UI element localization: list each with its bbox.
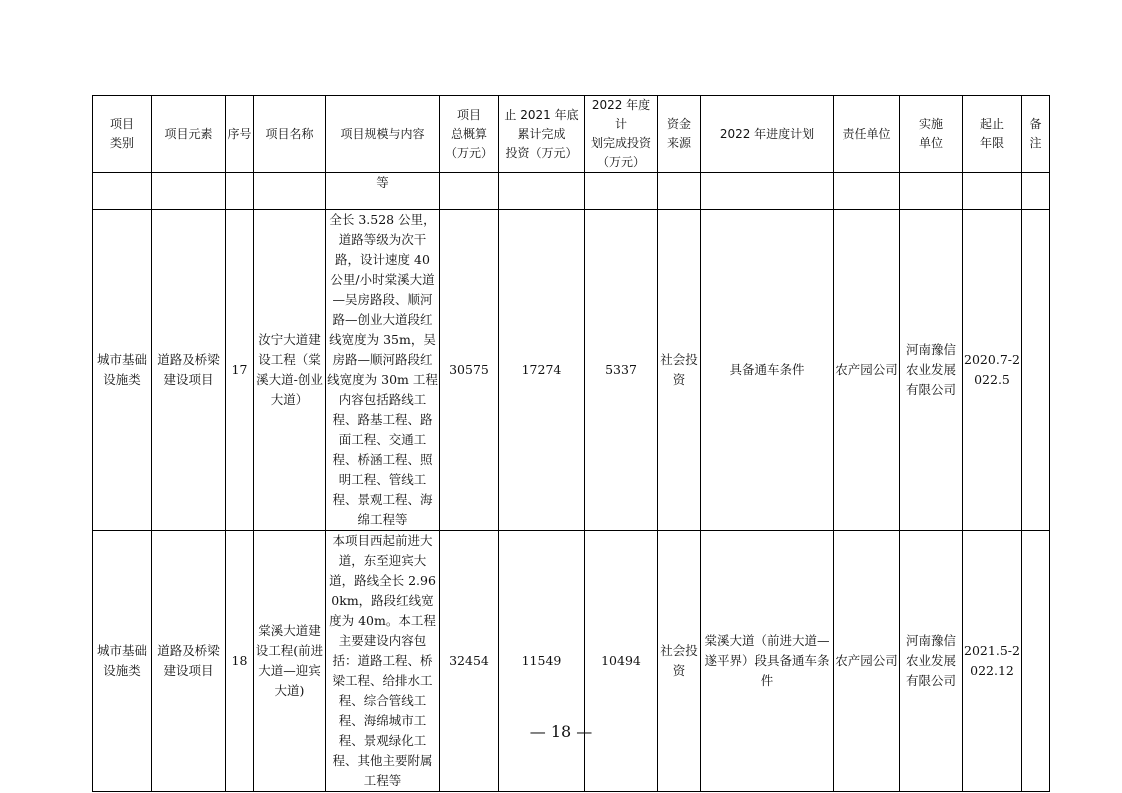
- header-progress: 2022 年进度计划: [701, 96, 834, 173]
- table-row: [93, 210, 1050, 531]
- cell-plan2022: 10494: [585, 531, 658, 792]
- header-responsible: 责任单位: [834, 96, 900, 173]
- cell-total: 30575: [440, 210, 499, 531]
- cell-name: 棠溪大道建设工程(前进大道—迎宾大道): [254, 531, 326, 792]
- cell-implementer: 河南豫信农业发展有限公司: [900, 531, 963, 792]
- header-scope: 项目规模与内容: [326, 96, 440, 173]
- cell-progress: 棠溪大道（前进大道—遂平界）段具备通车条件: [701, 531, 834, 792]
- header-fund: 资金 来源: [658, 96, 701, 173]
- cell-scope: 本项目西起前进大道，东至迎宾大道，路线全长 2.960km，路段红线宽度为 40m。本工程主要建设内容包括：道路工程、桥梁工程、给排水工程、综合管线工程、海绵城市工程、景观绿化工程、其他主要附属工程等: [326, 531, 440, 792]
- cell-fund: 社会投资: [658, 210, 701, 531]
- project-table: [92, 95, 1050, 792]
- header-total: 项目 总概算 （万元）: [440, 96, 499, 173]
- header-plan2022: 2022 年度计 划完成投资 （万元）: [585, 96, 658, 173]
- cell-category: 城市基础设施类: [93, 531, 152, 792]
- cell-responsible: 农产园公司: [834, 531, 900, 792]
- continuation-row: [93, 173, 1050, 210]
- cell-period: 2021.5-2022.12: [963, 531, 1022, 792]
- cell-total: 32454: [440, 531, 499, 792]
- cell-scope: 全长 3.528 公里，道路等级为次干路，设计速度 40 公里/小时棠溪大道—吴房路段、顺河路—创业大道段红线宽度为 35m，吴房路—顺河路段红线宽度为 30m 工程内容包括路线工程、路基工程、路面工程、交通工程、桥涵工程、照明工程、管线工程、景观工程、海绵工程等: [326, 210, 440, 531]
- header-name: 项目名称: [254, 96, 326, 173]
- header-category: 项目 类别: [93, 96, 152, 173]
- cell-element: 道路及桥梁建设项目: [152, 531, 226, 792]
- page-number: — 18 —: [529, 722, 593, 741]
- table-row: [93, 531, 1050, 792]
- cell-category: 城市基础设施类: [93, 210, 152, 531]
- header-period: 起止 年限: [963, 96, 1022, 173]
- cell-remark: [1022, 210, 1050, 531]
- header-seq: 序号: [226, 96, 254, 173]
- header-row: [93, 96, 1050, 173]
- cell-implementer: 河南豫信农业发展有限公司: [900, 210, 963, 531]
- cell-seq: 17: [226, 210, 254, 531]
- header-remark: 备 注: [1022, 96, 1050, 173]
- cell-cumulative: 11549: [499, 531, 585, 792]
- continuation-scope: 等: [326, 173, 440, 210]
- cell-seq: 18: [226, 531, 254, 792]
- header-element: 项目元素: [152, 96, 226, 173]
- header-implementer: 实施 单位: [900, 96, 963, 173]
- cell-name: 汝宁大道建设工程（棠溪大道-创业大道）: [254, 210, 326, 531]
- cell-period: 2020.7-2022.5: [963, 210, 1022, 531]
- cell-cumulative: 17274: [499, 210, 585, 531]
- header-cumulative: 止 2021 年底 累计完成 投资（万元）: [499, 96, 585, 173]
- cell-element: 道路及桥梁建设项目: [152, 210, 226, 531]
- cell-remark: [1022, 531, 1050, 792]
- cell-responsible: 农产园公司: [834, 210, 900, 531]
- cell-plan2022: 5337: [585, 210, 658, 531]
- cell-fund: 社会投资: [658, 531, 701, 792]
- cell-progress: 具备通车条件: [701, 210, 834, 531]
